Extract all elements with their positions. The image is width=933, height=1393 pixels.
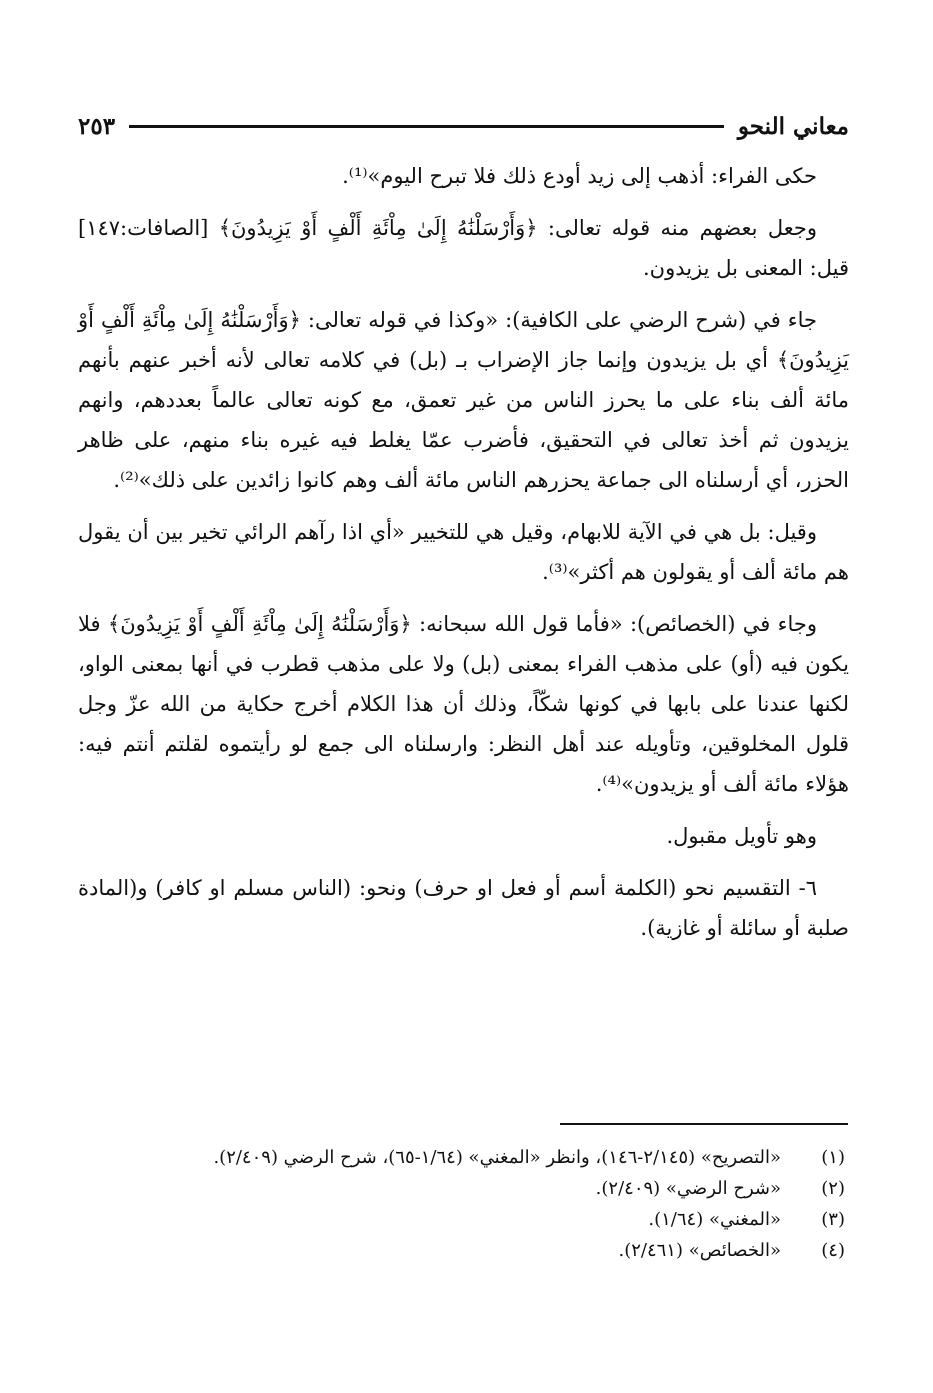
page-number: ٢٥٣	[78, 112, 116, 140]
page-header	[78, 106, 849, 146]
footnote-text: «التصريح» (٢/١٤٥-١٤٦)، وانظر «المغني» (١/٦٤-٦٥)، شرح الرضي (٢/٤٠٩).	[213, 1147, 781, 1168]
paragraph: ٦- التقسيم نحو (الكلمة أسم أو فعل او حرف) ونحو: (الناس مسلم او كافر) و(المادة صلبة أو سائلة أو غازية).	[78, 876, 849, 940]
footnote-text: «المغني» (١/٦٤).	[648, 1209, 781, 1230]
main-text	[78, 156, 849, 960]
header-rule	[129, 125, 724, 128]
footnote	[78, 1235, 849, 1266]
paragraph: وجعل بعضهم منه قوله تعالى: ﴿وَأَرْسَلْنَٰهُ إِلَىٰ مِاْئَةِ أَلْفٍ أَوْ يَزِيدُونَ﴾ [الصافات:١٤٧] قيل: المعنى بل يزيدون.	[78, 216, 849, 280]
paragraph: وقيل: بل هي في الآية للابهام، وقيل هي للتخيير «أي اذا رآهم الرائي تخير بين أن يقول هم مائة ألف أو يقولون هم أكثر»⁽³⁾.	[78, 520, 849, 584]
paragraph: وهو تأويل مقبول.	[666, 824, 817, 848]
footnote-text: «شرح الرضي» (٢/٤٠٩).	[595, 1178, 781, 1199]
footnote-text: «الخصائص» (٢/٤٦١).	[618, 1240, 781, 1261]
footnote-number: (٢)	[821, 1178, 845, 1199]
footnote-number: (٤)	[821, 1240, 845, 1261]
running-title: معاني النحو	[737, 112, 849, 140]
footnote-separator	[560, 1123, 848, 1125]
paragraph: حكى الفراء: أذهب إلى زيد أودع ذلك فلا تبرح اليوم»⁽¹⁾.	[342, 164, 817, 188]
footnote-number: (١)	[821, 1147, 845, 1168]
footnotes	[78, 1142, 849, 1266]
footnote	[78, 1142, 849, 1173]
footnote	[78, 1173, 849, 1204]
paragraph: وجاء في (الخصائص): «فأما قول الله سبحانه: ﴿وَأَرْسَلْنَٰهُ إِلَىٰ مِاْئَةِ أَلْفٍ أَوْ يَزِيدُونَ﴾ فلا يكون فيه (أو) على مذهب الفراء بمعنى (بل) ولا على مذهب قطرب في أنها بمعنى الواو، لكنها عندنا على بابها في كونها شكّاً، وذلك أن هذا الكلام أخرج حكاية من الله عزّ وجل قلول المخلوقين، وتأويله عند أهل النظر: وارسلناه الى جمع لو رأيتموه لقلتم أنتم فيه: هؤلاء مائة ألف أو يزيدون»⁽⁴⁾.	[78, 612, 849, 796]
paragraph: جاء في (شرح الرضي على الكافية): «وكذا في قوله تعالى: ﴿وَأَرْسَلْنَٰهُ إِلَىٰ مِاْئَةِ أَلْفٍ أَوْ يَزِيدُونَ﴾ أي بل يزيدون وإنما جاز الإضراب بـ (بل) في كلامه تعالى لأنه أخبر عنهم بأنهم مائة ألف بناء على ما يحرز الناس من غير تعمق، مع كونه تعالى عالماً بعددهم، وانهم يزيدون ثم أخذ تعالى في التحقيق، فأضرب عمّا يغلط فيه غيره بناء منهم، على ظاهر الحزر، أي أرسلناه الى جماعة يحزرهم الناس مائة ألف وهم كانوا زائدين على ذلك»⁽²⁾.	[78, 308, 849, 492]
footnote-number: (٣)	[821, 1209, 845, 1230]
footnote	[78, 1204, 849, 1235]
